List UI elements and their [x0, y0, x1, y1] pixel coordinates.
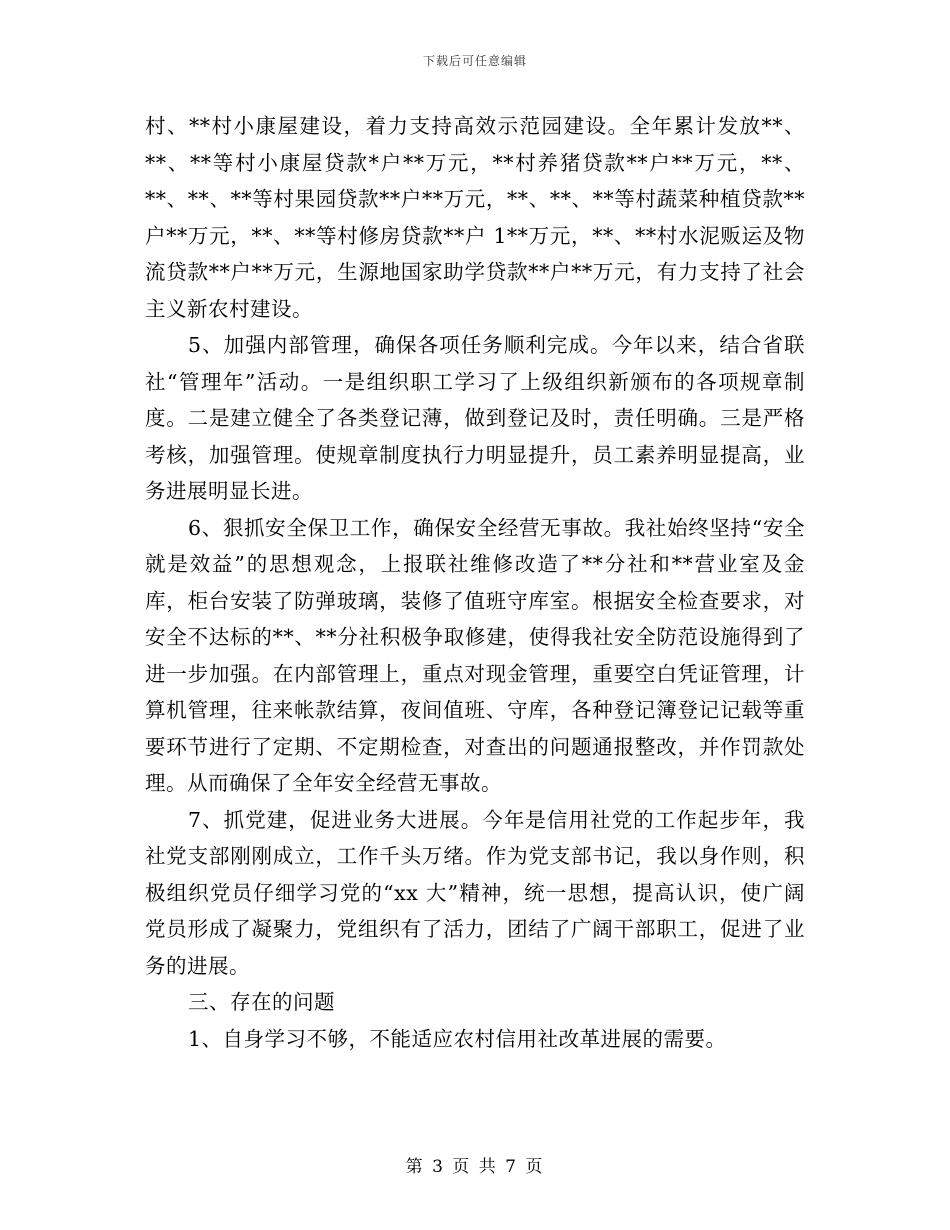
section-heading-problems: 三、存在的问题 [188, 990, 335, 1014]
page-header: 下载后可任意编辑 [422, 54, 527, 68]
paragraph-item-5: 5、加强内部管理，确保各项任务顺利完成。今年以来，结合省联社“管理年”活动。一是组织职工学习了上级组织新颁布的各项规章制度。二是建立健全了各类登记薄，做到登记及时，责任明确。三是严格考核，加强管理。使规章制度执行力明显提升，员工素养明显提高，业务进展明显长进。 [145, 333, 805, 503]
paragraph-continuation: 村、**村小康屋建设，着力支持高效示范园建设。全年累计发放**、**、**等村小康屋贷款*户**万元，**村养猪贷款**户**万元，**、**、**、**等村果园贷款**户**万元，**、**、**等村蔬菜种植贷款**户**万元，**、**等村修房贷款**户 1**万元，**、**村水泥贩运及物流贷款**户**万元，生源地国家助学贷款**户**万元，有力支持了社会主义新农村建设。 [145, 114, 805, 321]
page-number: 第 3 页 共 7 页 [405, 1157, 545, 1177]
document-body [145, 108, 805, 1057]
paragraph-item-6: 6、狠抓安全保卫工作，确保安全经营无事故。我社始终坚持“安全就是效益”的思想观念，上报联社维修改造了**分社和**营业室及金库，柜台安装了防弹玻璃，装修了值班守库室。根据安全检查要求，对安全不达标的**、**分社积极争取修建，使得我社安全防范设施得到了进一步加强。在内部管理上，重点对现金管理，重要空白凭证管理，计算机管理，往来帐款结算，夜间值班、守库，各种登记簿登记记载等重要环节进行了定期、不定期检查，对查出的问题通报整改，并作罚款处理。从而确保了全年安全经营无事故。 [145, 515, 805, 795]
paragraph-item-7: 7、抓党建，促进业务大进展。今年是信用社党的工作起步年，我社党支部刚刚成立，工作千头万绪。作为党支部书记，我以身作则，积极组织党员仔细学习党的“xx 大”精神，统一思想，提高认识，使广阔党员形成了凝聚力，党组织有了活力，团结了广阔干部职工，促进了业务的进展。 [145, 807, 805, 978]
paragraph-problem-1: 1、自身学习不够，不能适应农村信用社改革进展的需要。 [188, 1026, 727, 1051]
